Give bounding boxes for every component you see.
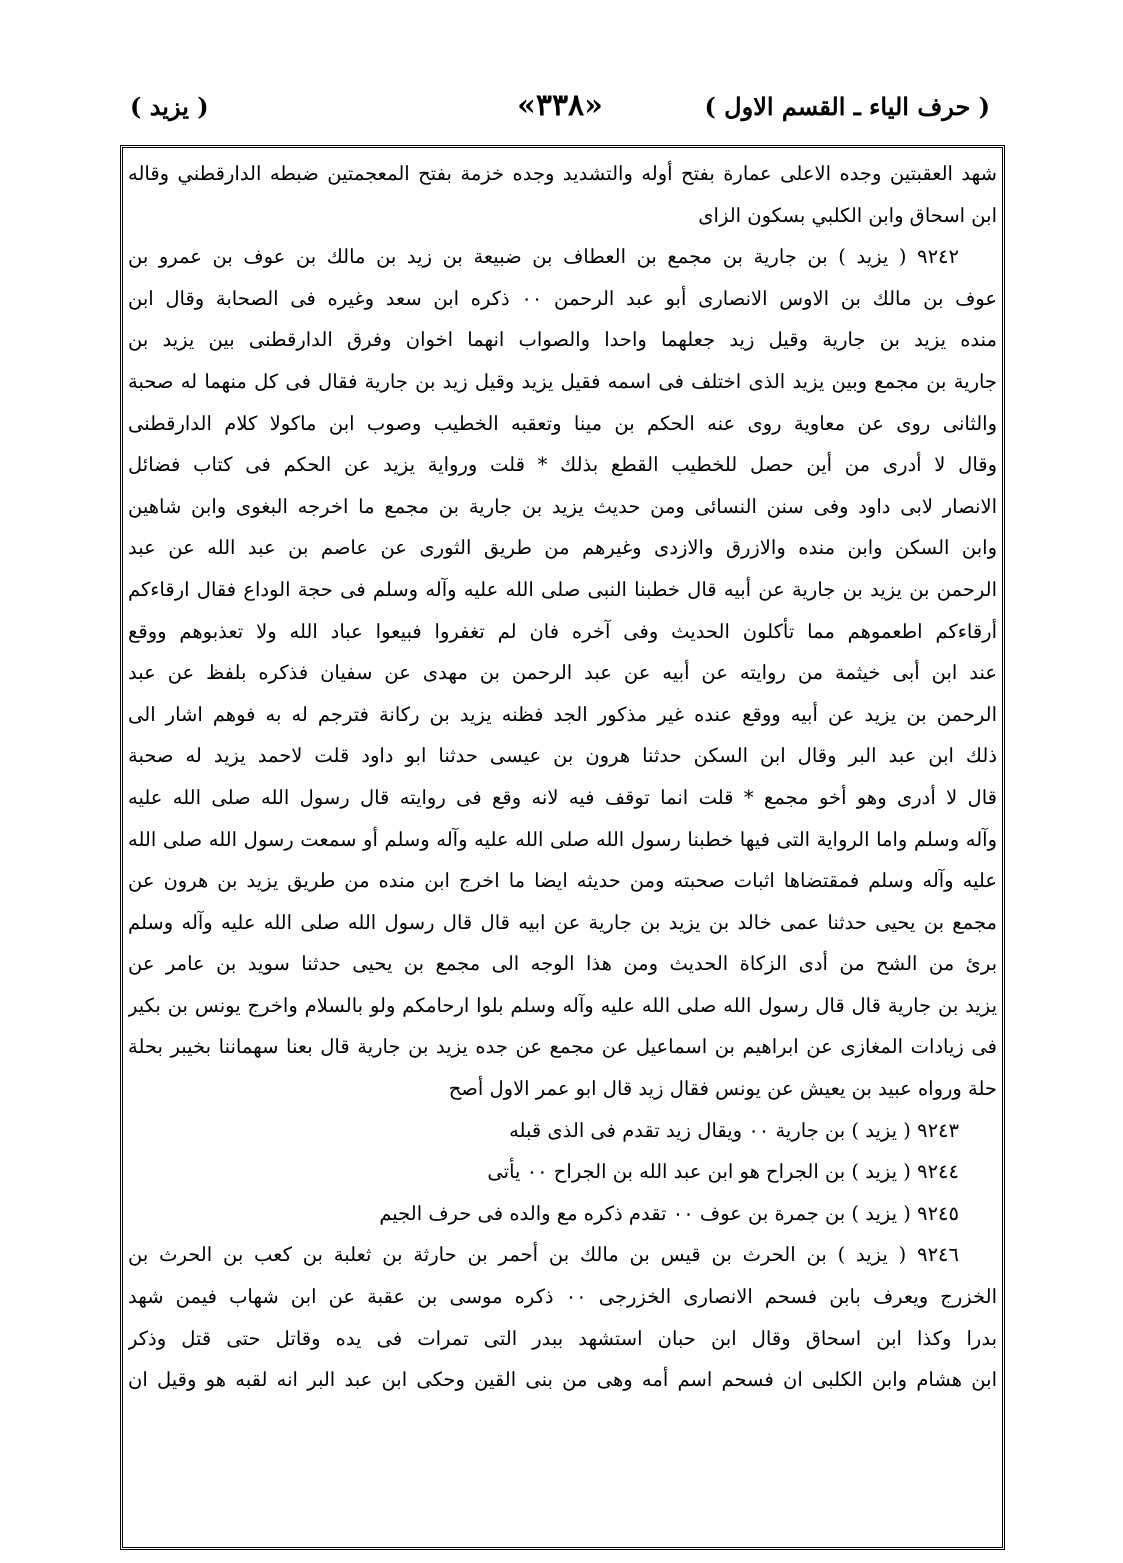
entry-line: ٩٢٤٣ ( يزيد ) بن جارية ٠٠ ويقال زيد تقدم فى الذى قبله bbox=[509, 1118, 959, 1142]
text-line: الرحمن بن يزيد بن جارية عن أبيه قال خطبنا النبى صلى الله عليه وآله وسلم فى حجة الوداع فقال ارقاءكم bbox=[128, 577, 997, 601]
text-line: ذلك ابن عبد البر وقال ابن السكن حدثنا هرون بن عيسى حدثنا ابو داود قلت لاحمد يزيد له صحبة bbox=[128, 744, 997, 768]
text-line: شهد العقبتين وجده الاعلى عمارة بفتح أوله والتشديد وجده خزمة بفتح المعجمتين ضبطه الدارقطني وقاله bbox=[128, 162, 997, 185]
text-body bbox=[128, 153, 997, 1401]
text-line: حلة ورواه عبيد بن يعيش عن يونس فقال زيد قال ابو عمر الاول أصح bbox=[448, 1077, 997, 1101]
text-line: منده يزيد بن جارية وقيل زيد جعلهما واحدا والصواب انهما اخوان وفرق الدارقطنى بين يزيد بن bbox=[128, 328, 997, 352]
running-entry-name: ( يزيد ) bbox=[130, 92, 209, 121]
page-number: «٣٣٨» bbox=[517, 88, 603, 123]
text-line: مجمع بن يحيى حدثنا عمى خالد بن يزيد بن جارية عن ابيه قال قال رسول الله صلى الله عليه وآله وسلم bbox=[128, 910, 997, 934]
text-line: الرحمن بن يزيد عن أبيه ووقع عنده غير مذكور الجد فظنه يزيد بن ركانة فترجم له به فوهم اشار الى bbox=[128, 702, 997, 726]
text-line: الخزرج ويعرف بابن فسحم الانصارى الخزرجى ٠٠ ذكره موسى بن عقبة عن ابن شهاب فيمن شهد bbox=[128, 1285, 997, 1309]
text-line: جارية بن مجمع وبين يزيد الذى اختلف فى اسمه فقيل يزيد وقيل زيد بن جارية فقال فى كل منهما له صحبة bbox=[128, 369, 997, 393]
text-line: وقال لا أدرى من أين حصل للخطيب القطع بذلك * قلت ورواية يزيد عن الحكم فى كتاب فضائل bbox=[128, 453, 997, 477]
text-line: وابن السكن وابن منده والازرق والازدى وغيرهم من طريق الثورى عن عاصم بن عبد الله عن عبد bbox=[128, 536, 997, 560]
entry-line: ٩٢٤٦ ( يزيد ) بن الحرث بن قيس بن مالك بن أحمر بن حارثة بن ثعلبة بن كعب بن الحرث بن bbox=[128, 1243, 959, 1267]
text-line: يزيد بن جارية قال قال رسول الله صلى الله عليه وآله وسلم بلوا ارحامكم ولو بالسلام واخرج يونس بن بكير bbox=[128, 993, 997, 1017]
text-line: برئ من الشح من أدى الزكاة الحديث ومن هذا الوجه الى مجمع بن يحيى حدثنا سويد بن عامر عن bbox=[128, 952, 997, 976]
entry-line: ٩٢٤٢ ( يزيد ) بن جارية بن مجمع بن العطاف بن ضبيعة بن زيد بن مالك بن عوف بن عمرو بن bbox=[128, 245, 959, 269]
text-line: ابن اسحاق وابن الكلبي بسكون الزاى bbox=[698, 203, 997, 227]
text-line: ابن هشام وابن الكلبى ان فسحم اسم أمه وهى من بنى القين وحكى ابن عبد البر انه لقبه هو وقيل ان bbox=[128, 1368, 997, 1392]
text-line: وآله وسلم واما الرواية التى فيها خطبنا رسول الله صلى الله عليه وآله وسلم أو سمعت رسول الله صلى الله bbox=[128, 827, 997, 851]
page-header bbox=[130, 88, 990, 132]
text-line: الانصار لابى داود وفى سنن النسائى ومن حديث يزيد بن جارية بن مجمع ما اخرجه البغوى وابن شاهين bbox=[128, 494, 997, 518]
entry-line: ٩٢٤٤ ( يزيد ) بن الجراح هو ابن عبد الله بن الجراح ٠٠ يأتى bbox=[487, 1160, 959, 1184]
entry-line: ٩٢٤٥ ( يزيد ) بن جمرة بن عوف ٠٠ تقدم ذكره مع والده فى حرف الجيم bbox=[379, 1201, 959, 1225]
text-line: عليه وآله وسلم فمقتضاها اثبات صحبته ومن حديثه ايضا ما اخرج ابن منده من طريق يزيد بن هرون عن bbox=[128, 869, 997, 893]
chapter-heading: ( حرف الياء ـ القسم الاول ) bbox=[704, 92, 990, 121]
text-line: عند ابن أبى خيثمة من روايته عن أبيه عن عبد الرحمن بن مهدى عن سفيان فذكره بلفظ عن عبد bbox=[128, 661, 997, 685]
text-line: بدرا وكذا ابن اسحاق وقال ابن حبان استشهد ببدر التى تمرات فى يده وقاتل حتى قتل وذكر bbox=[128, 1326, 997, 1350]
text-line: والثانى روى عن معاوية روى عنه الحكم بن مينا وتعقبه الخطيب وصوب ابن ماكولا كلام الدارقطنى bbox=[128, 411, 997, 435]
text-line: قال لا أدرى وهو أخو مجمع * قلت انما توقف فيه لانه وقع فى روايته قال رسول الله صلى الله عليه bbox=[128, 785, 997, 809]
text-line: فى زيادات المغازى عن ابراهيم بن اسماعيل عن مجمع عن جده يزيد بن جارية قال بعنا سهماننا بخيبر بحلة bbox=[128, 1035, 997, 1059]
text-line: أرقاءكم اطعموهم مما تأكلون الحديث وفى آخره فان لم تغفروا فبيعوا عباد الله ولا تعذبوهم ووقع bbox=[128, 619, 997, 643]
text-line: عوف بن مالك بن الاوس الانصارى أبو عبد الرحمن ٠٠ ذكره ابن سعد وغيره فى الصحابة وقال ابن bbox=[128, 286, 997, 310]
